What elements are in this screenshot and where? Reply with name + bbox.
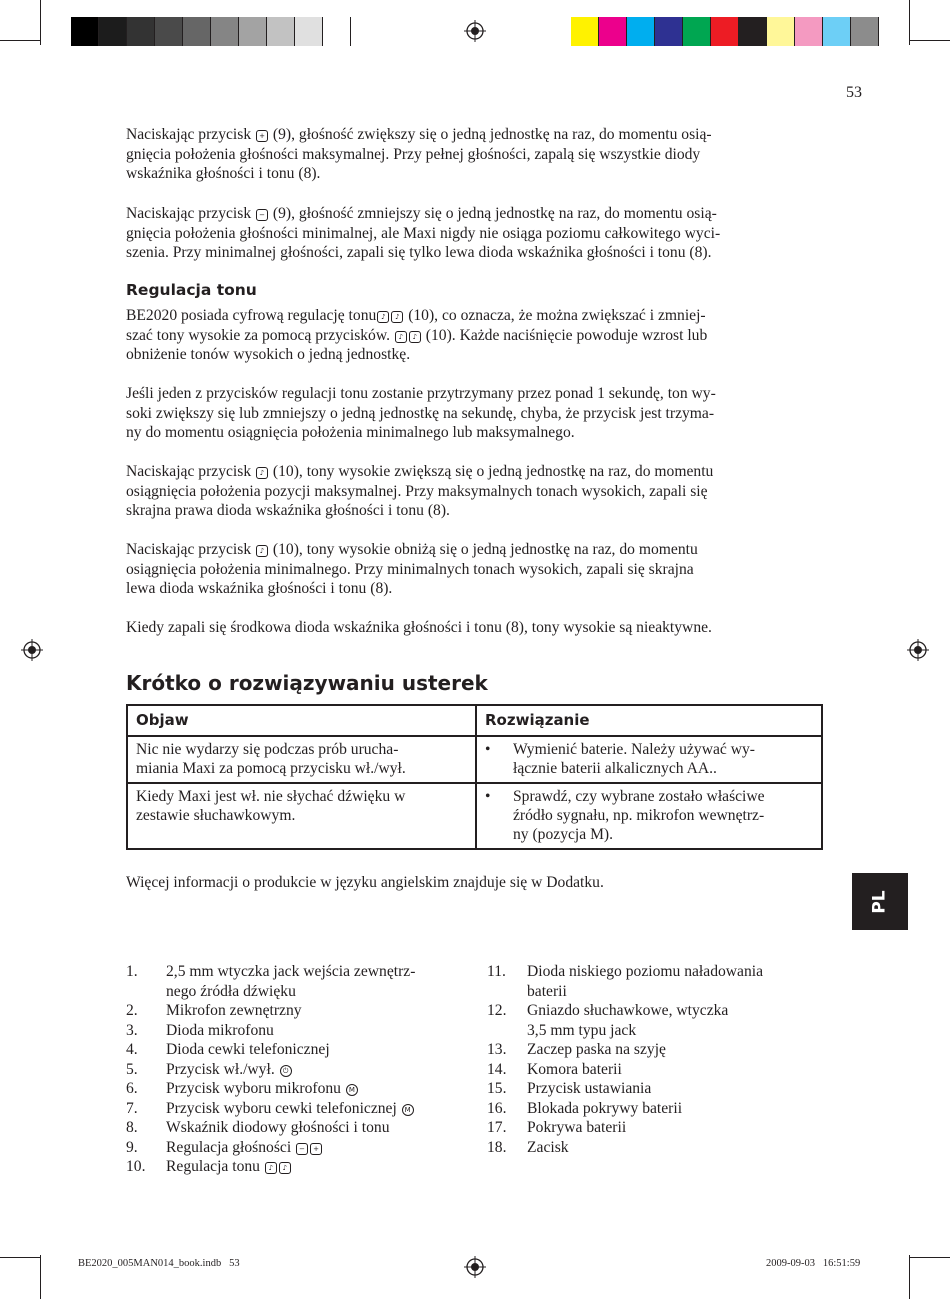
color-swatch xyxy=(823,17,851,46)
symptom-cell: Nic nie wydarzy się podczas prób urucha- miania Maxi za pomocą przycisku wł./wył. xyxy=(127,736,476,783)
item-label: Dioda niskiego poziomu naładowania baterii xyxy=(527,963,764,1000)
color-swatch xyxy=(851,17,879,46)
item-label: Komora baterii xyxy=(527,1060,622,1078)
registration-mark-right-icon xyxy=(907,639,929,661)
table-row xyxy=(127,783,822,849)
m-icon: M xyxy=(402,1104,414,1116)
item-label: Pokrywa baterii xyxy=(527,1119,627,1136)
volume-up-icon: + xyxy=(310,1143,322,1155)
list-item xyxy=(487,1138,817,1158)
list-item xyxy=(487,1099,817,1119)
item-number: 10. xyxy=(126,1158,146,1175)
item-label: Zacisk xyxy=(527,1138,569,1156)
item-number: 6. xyxy=(126,1080,138,1097)
item-label: Blokada pokrywy baterii xyxy=(527,1099,683,1117)
item-label: Przycisk wyboru mikrofonu M xyxy=(166,1079,359,1099)
item-number: 3. xyxy=(126,1021,138,1039)
language-tab: PL xyxy=(852,873,908,930)
color-swatch xyxy=(155,17,183,46)
list-item xyxy=(126,1099,471,1119)
list-item xyxy=(126,1021,471,1041)
item-label: Zaczep paska na szyję xyxy=(527,1041,666,1058)
color-swatch xyxy=(683,17,711,46)
tone-hold-paragraph: Jeśli jeden z przycisków regulacji tonu zostanie przytrzymany przez ponad 1 sekundę, ton wy- soki zwiększy się lub zmniejszy o jedną jednostkę na sekundę, chyba, że przycisk jest trzyma- ny do momentu osiągnięcia położenia minimalnego lub maksymalnego. xyxy=(126,385,716,441)
parts-list-right xyxy=(487,962,817,1157)
solution-cell: • Wymienić baterie. Należy używać wy- łącznie baterii alkalicznych AA.. xyxy=(476,736,822,783)
footer-file-info: BE2020_005MAN014_book.indb 53 xyxy=(78,1258,240,1269)
color-swatch xyxy=(239,17,267,46)
parts-list-left xyxy=(126,962,471,1177)
list-item xyxy=(487,962,817,1001)
m-icon: M xyxy=(346,1084,358,1096)
item-label: Mikrofon zewnętrzny xyxy=(166,1002,302,1019)
item-label: Dioda mikrofonu xyxy=(166,1021,274,1039)
symptom-cell: Kiedy Maxi jest wł. nie słychać dźwięku w zestawie słuchawkowym. xyxy=(127,783,476,849)
list-item xyxy=(126,1001,471,1021)
item-number: 7. xyxy=(126,1099,138,1117)
item-number: 12. xyxy=(487,1002,507,1019)
troubleshooting-table xyxy=(126,704,823,850)
item-label: Przycisk wyboru cewki telefonicznej M xyxy=(166,1099,415,1119)
symptom-column-header: Objaw xyxy=(127,705,476,736)
list-item xyxy=(487,1118,817,1138)
item-label: 2,5 mm wtyczka jack wejścia zewnętrz- nego źródła dźwięku xyxy=(166,963,416,1000)
more-info-text: Więcej informacji o produkcie w języku angielskim znajduje się w Dodatku. xyxy=(126,874,604,891)
item-number: 17. xyxy=(487,1119,507,1136)
tone-inactive-paragraph: Kiedy zapali się środkowa dioda wskaźnika głośności i tonu (8), tony wysokie są nieaktywne. xyxy=(126,619,712,636)
list-item xyxy=(126,1118,471,1138)
registration-mark-left-icon xyxy=(21,639,43,661)
item-number: 4. xyxy=(126,1041,138,1058)
item-label: Wskaźnik diodowy głośności i tonu xyxy=(166,1119,390,1136)
tone-up-icon: ♪ xyxy=(256,467,268,479)
registration-mark-top-icon xyxy=(464,20,486,42)
tone-up-paragraph: Naciskając przycisk ♪ (10), tony wysokie zwiększą się o jedną jednostkę na raz, do momentu osiągnięcia położenia pozycji maksymalnej. Przy maksymalnych tonach wysokich, zapali się skrajna prawa dioda wskaźnika głośności i tonu (8). xyxy=(126,463,714,519)
table-header-row xyxy=(127,705,822,736)
item-number: 8. xyxy=(126,1119,138,1136)
solution-column-header: Rozwiązanie xyxy=(476,705,822,736)
color-swatch xyxy=(211,17,239,46)
color-swatch xyxy=(71,17,99,46)
list-item xyxy=(487,1040,817,1060)
list-item xyxy=(487,1079,817,1099)
list-item xyxy=(126,1060,471,1080)
list-item xyxy=(126,1040,471,1060)
table-row xyxy=(127,736,822,783)
volume-down-icon: − xyxy=(256,209,268,221)
item-number: 1. xyxy=(126,963,138,980)
volume-down-paragraph: Naciskając przycisk − (9), głośność zmniejszy się o jedną jednostkę na raz, do momentu osią- gnięcia położenia głośności minimalnej, ale Maxi nigdy nie osiąga poziomu całkowitego wyci- szenia. Przy minimalnej głośności, zapali się tylko lewa dioda wskaźnika głośności i tonu (8). xyxy=(126,205,721,261)
list-item xyxy=(126,962,471,1001)
item-label: Gniazdo słuchawkowe, wtyczka 3,5 mm typu jack xyxy=(527,1002,729,1039)
item-number: 9. xyxy=(126,1138,138,1156)
troubleshooting-heading: Krótko o rozwiązywaniu usterek xyxy=(126,671,488,695)
item-number: 13. xyxy=(487,1041,507,1058)
item-label: Dioda cewki telefonicznej xyxy=(166,1041,330,1058)
tone-up-icon: ♪ xyxy=(409,331,421,343)
registration-mark-bottom-icon xyxy=(464,1256,486,1278)
item-number: 14. xyxy=(487,1060,507,1078)
color-swatch xyxy=(599,17,627,46)
color-swatch xyxy=(571,17,599,46)
solution-cell: • Sprawdź, czy wybrane zostało właściwe źródło sygnału, np. mikrofon wewnętrz- ny (pozycja M). xyxy=(476,783,822,849)
power-icon: ⏻ xyxy=(280,1065,292,1077)
list-item xyxy=(126,1079,471,1099)
volume-up-icon: + xyxy=(256,130,268,142)
item-number: 5. xyxy=(126,1060,138,1078)
item-number: 15. xyxy=(487,1080,507,1097)
tone-intro-paragraph: BE2020 posiada cyfrową regulację tonu ♪ ♪ (10), co oznacza, że można zwiększać i zmniej- szać tony wysokie za pomocą przycisków. ♪ ♪ (10). Każde naciśnięcie powoduje wzrost lub obniżenie tonów wysokich o jedną jednostkę. xyxy=(126,307,708,363)
tone-up-icon: ♪ xyxy=(279,1162,291,1174)
item-number: 2. xyxy=(126,1002,138,1019)
color-swatch xyxy=(739,17,767,46)
item-number: 16. xyxy=(487,1099,507,1117)
color-swatch xyxy=(183,17,211,46)
item-label: Regulacja tonu ♪ ♪ xyxy=(166,1157,292,1177)
list-item xyxy=(126,1157,471,1177)
item-label: Regulacja głośności − + xyxy=(166,1138,323,1158)
tone-up-icon: ♪ xyxy=(391,311,403,323)
item-number: 11. xyxy=(487,963,506,980)
list-item xyxy=(487,1060,817,1080)
tone-down-icon: ♪ xyxy=(377,311,389,323)
color-swatch xyxy=(99,17,127,46)
list-item xyxy=(487,1001,817,1040)
footer-timestamp: 2009-09-03 16:51:59 xyxy=(766,1258,861,1269)
item-number: 18. xyxy=(487,1138,507,1156)
color-swatch xyxy=(127,17,155,46)
tone-down-icon: ♪ xyxy=(265,1162,277,1174)
grayscale-calibration-bar xyxy=(71,17,351,46)
color-calibration-bar xyxy=(571,17,879,46)
tone-down-icon: ♪ xyxy=(395,331,407,343)
color-swatch xyxy=(295,17,323,46)
page-number: 53 xyxy=(846,84,862,101)
item-label: Przycisk wł./wył. ⏻ xyxy=(166,1060,293,1080)
tone-heading: Regulacja tonu xyxy=(126,281,257,299)
color-swatch xyxy=(795,17,823,46)
tone-down-paragraph: Naciskając przycisk ♪ (10), tony wysokie obniżą się o jedną jednostkę na raz, do momentu osiągnięcia położenia minimalnego. Przy minimalnych tonach wysokich, zapali się skrajna lewa dioda wskaźnika głośności i tonu (8). xyxy=(126,541,698,597)
volume-down-icon: − xyxy=(296,1143,308,1155)
color-swatch xyxy=(627,17,655,46)
color-swatch xyxy=(711,17,739,46)
item-label: Przycisk ustawiania xyxy=(527,1080,652,1097)
list-item xyxy=(126,1138,471,1158)
color-swatch xyxy=(323,17,351,46)
color-swatch xyxy=(767,17,795,46)
color-swatch xyxy=(655,17,683,46)
tone-down-icon: ♪ xyxy=(256,545,268,557)
volume-up-paragraph: Naciskając przycisk + (9), głośność zwiększy się o jedną jednostkę na raz, do momentu osią- gnięcia położenia głośności maksymalnej. Przy pełnej głośności, zapalą się wszystkie diody wskaźnika głośności i tonu (8). xyxy=(126,126,712,182)
color-swatch xyxy=(267,17,295,46)
